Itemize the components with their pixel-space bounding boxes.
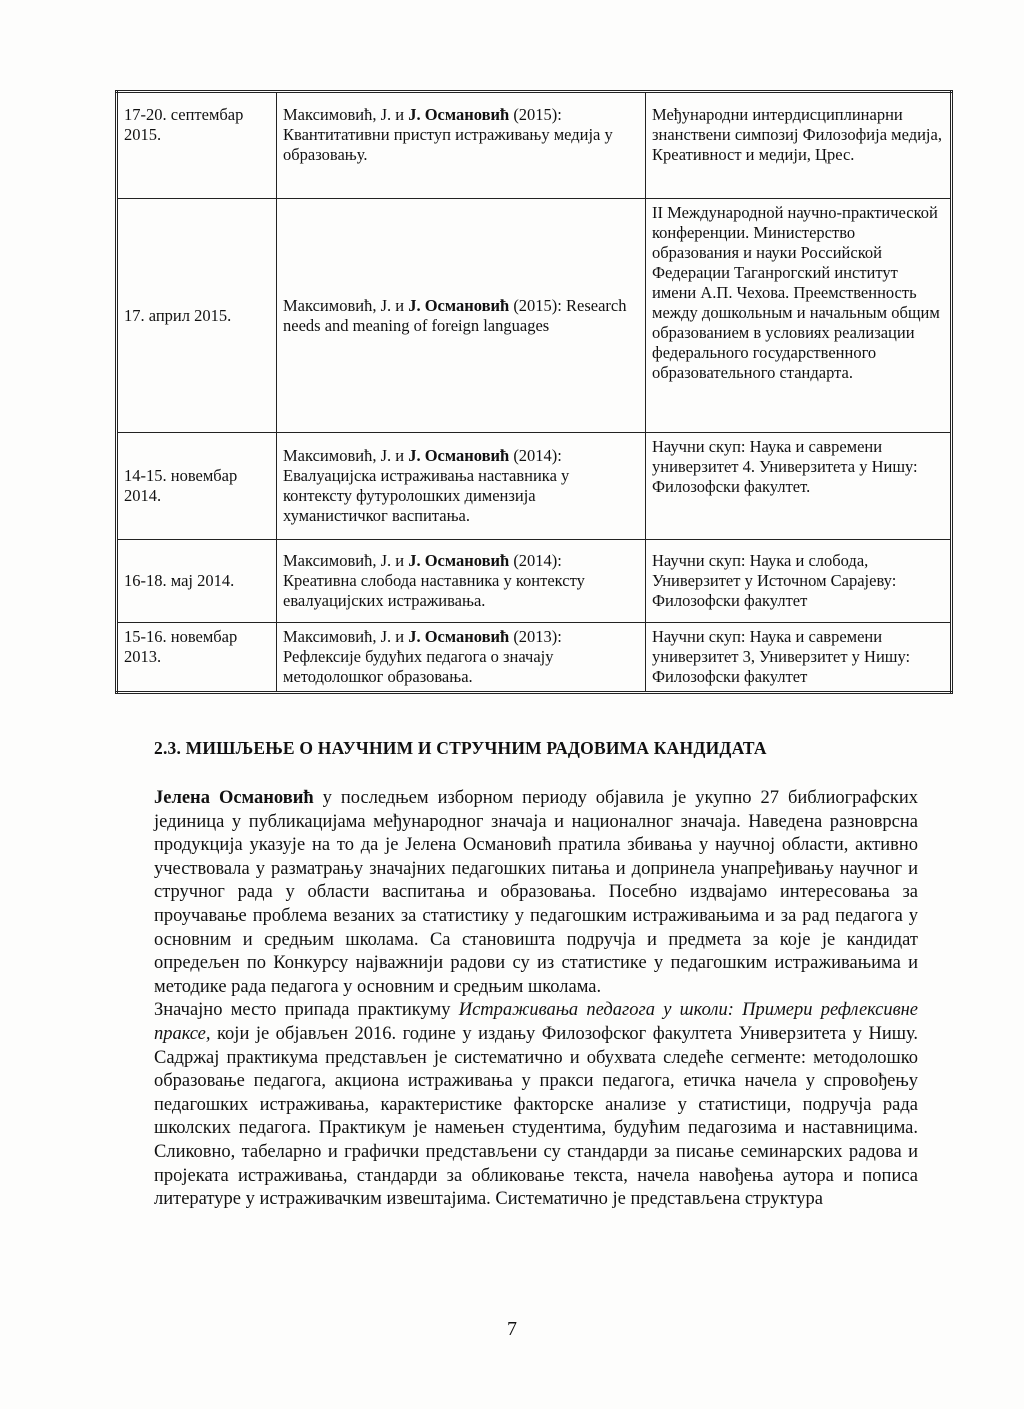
date-cell: 17-20. септембар 2015. bbox=[117, 92, 277, 199]
date-cell: 17. април 2015. bbox=[117, 199, 277, 433]
venue-cell: II Международной научно-практической конференции. Министерство образования и науки Российской Федерации Таганрогский институт имени А.П. Чехова. Преемственность между дошкольным и начальным общим образованием в условиях реализации федерального государственного образовательного стандарта. bbox=[646, 199, 952, 433]
venue-cell: Научни скуп: Наука и савремени универзитет 3, Универзитет у Нишу: Филозофски факултет bbox=[646, 623, 952, 693]
author-bold: Ј. Османовић bbox=[408, 627, 510, 646]
paper-title: Квантитативни приступ истраживању медија у образовању. bbox=[283, 125, 613, 164]
authors: Максимовић, Ј. и bbox=[283, 446, 409, 465]
authors: Максимовић, Ј. и bbox=[283, 551, 409, 570]
date-cell: 15-16. новембар 2013. bbox=[117, 623, 277, 693]
paper-title: Рефлексије будућих педагога о значају методолошког образовања. bbox=[283, 647, 554, 686]
body-text bbox=[154, 787, 918, 1212]
table-row bbox=[117, 540, 952, 623]
paper-title: Евалуацијска истраживања наставника у контексту футуролошких димензија хуманистичког васпитања. bbox=[283, 466, 570, 525]
work-cell bbox=[277, 540, 646, 623]
conference-table bbox=[115, 90, 953, 694]
table-row bbox=[117, 199, 952, 433]
paragraph bbox=[154, 999, 918, 1211]
section-heading: 2.3. МИШЉЕЊЕ О НАУЧНИМ И СТРУЧНИМ РАДОВИМА КАНДИДАТА bbox=[154, 738, 767, 758]
table-row bbox=[117, 92, 952, 199]
paper-title: Креативна слобода наставника у контексту евалуацијских истраживања. bbox=[283, 571, 585, 610]
work-cell bbox=[277, 199, 646, 433]
authors: Максимовић, Ј. и bbox=[283, 295, 409, 315]
author-bold: Ј. Османовић bbox=[408, 551, 510, 570]
work-cell bbox=[277, 92, 646, 199]
paragraph-text: који је објављен 2016. године у издању Филозофског факултета Универзитета у Нишу. Садржај практикума представљен је систематично и обухвата следеће сегменте: методолошко образовање педагога, акциона истраживања у пракси педагога, етичка начела у спровођењу педагошких истраживања, карактеристике факторске анализе у статистици, подручја рада школских педагога. Практикум је намењен студентима, будућим педагозима и наставницима. Сликовно, табеларно и графички представљени су стандарди за писање семинарских радова и пројеката истраживања, стандарди за обликовање текста, начела навођења аутора и пописа литературе у истраживачким извештајима. Систематично је представљена структура bbox=[154, 1023, 918, 1210]
table-row bbox=[117, 623, 952, 693]
candidate-name: Јелена Османовић bbox=[154, 788, 314, 808]
year: (2015): bbox=[509, 105, 562, 124]
table-row bbox=[117, 433, 952, 540]
work-cell bbox=[277, 623, 646, 693]
year: (2014): bbox=[509, 551, 562, 570]
paragraph bbox=[154, 787, 918, 999]
year: (2015): bbox=[509, 295, 562, 315]
author-bold: Ј. Османовић bbox=[408, 295, 510, 315]
book-title: Истраживања педагога у школи: Примери рефлексивне праксе, bbox=[154, 1000, 918, 1044]
authors: Максимовић, Ј. и bbox=[283, 627, 409, 646]
date-cell: 14-15. новембар 2014. bbox=[117, 433, 277, 540]
author-bold: Ј. Османовић bbox=[408, 446, 510, 465]
venue-cell: Међународни интердисциплинарни знанствени симпозиј Филозофија медија, Креативност и медији, Црес. bbox=[646, 92, 952, 199]
authors: Максимовић, Ј. и bbox=[283, 105, 409, 124]
date-cell: 16-18. мај 2014. bbox=[117, 540, 277, 623]
venue-cell: Научни скуп: Наука и слобода, Универзитет у Источном Сарајеву: Филозофски факултет bbox=[646, 540, 952, 623]
work-cell bbox=[277, 433, 646, 540]
paragraph-text: у последњем изборном периоду објавила је укупно 27 библиографских јединица у публикацијама међународног значаја и националног значаја. Наведена разноврсна продукција указује на то да је Јелена Османовић пратила збивања у научној области, активно учествовала у разматрању значајних педагошких питања и допринела унапређивању научног и стручног рада у области васпитања и образовања. Посебно издвајамо интересовања за проучавање проблема везаних за статистику у педагошким истраживањима и за рад педагога у основним и средњим школама. Са становишта подручја и предмета за које је кандидат опредељен по Конкурсу најважнији радови су из статистике у педагошким истраживањима и методике рада педагога у основним и средњим школама. bbox=[154, 788, 918, 997]
year: (2014): bbox=[509, 446, 562, 465]
author-bold: Ј. Османовић bbox=[408, 105, 510, 124]
paper-title: Research needs and meaning of foreign languages bbox=[283, 295, 627, 335]
page-number: 7 bbox=[507, 1318, 517, 1340]
year: (2013): bbox=[509, 627, 562, 646]
paragraph-text: Значајно место припада практикуму bbox=[154, 1000, 459, 1021]
venue-cell: Научни скуп: Наука и савремени универзитет 4. Универзитета у Нишу: Филозофски факултет. bbox=[646, 433, 952, 540]
